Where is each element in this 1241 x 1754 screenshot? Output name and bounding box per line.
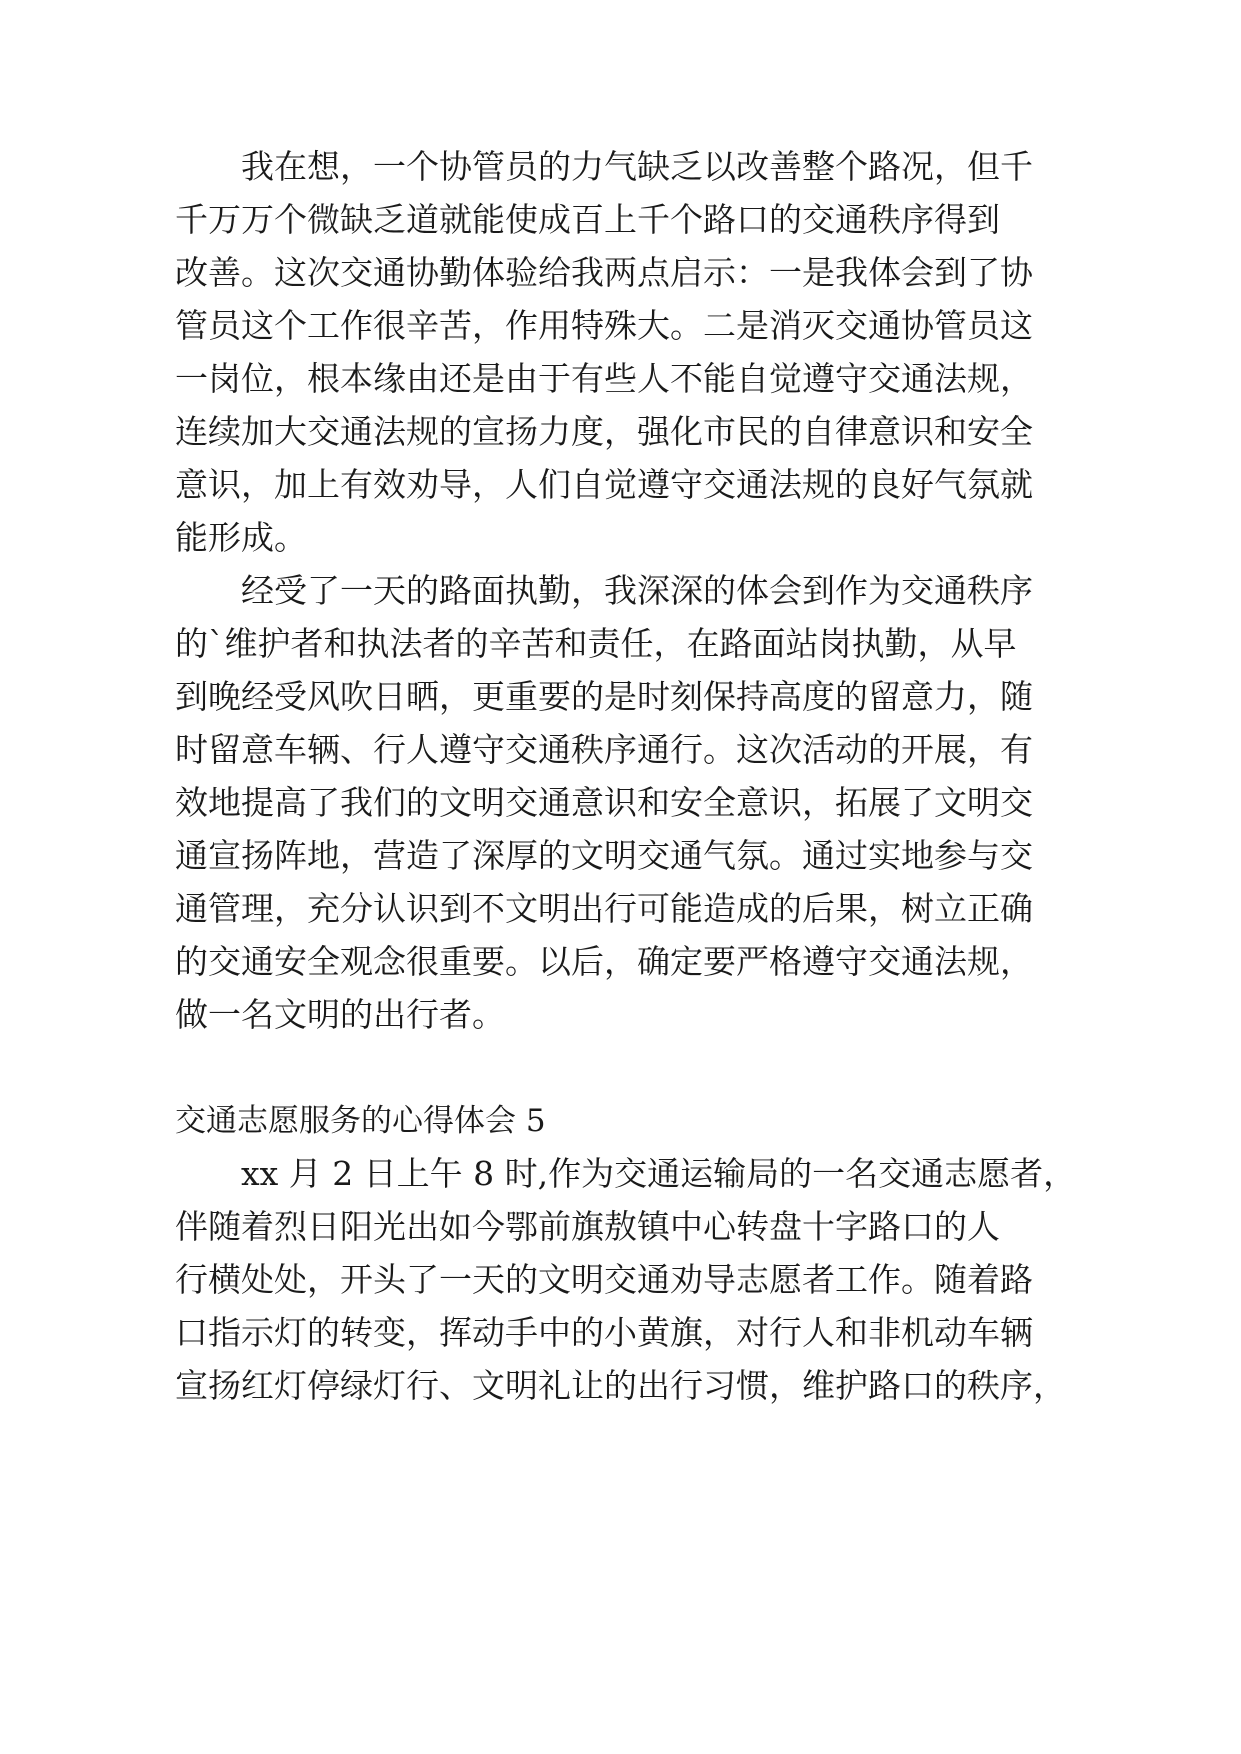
text-line: 通管理，充分认识到不文明出行可能造成的后果，树立正确 — [175, 889, 1033, 928]
section-title: 交通志愿服务的心得体会 5 — [175, 1103, 546, 1139]
text-line: 效地提高了我们的文明交通意识和安全意识，拓展了文明交 — [175, 783, 1033, 822]
text-line: 的交通安全观念很重要。以后，确定要严格遵守交通法规， — [175, 942, 1033, 981]
text-line: 通宣扬阵地，营造了深厚的文明交通气氛。通过实地参与交 — [175, 836, 1033, 875]
text-line: xx 月 2 日上午 8 时,作为交通运输局的一名交通志愿者， — [175, 1154, 1077, 1193]
text-line: 行横处处，开头了一天的文明交通劝导志愿者工作。随着路 — [175, 1260, 1033, 1299]
text-line: 千万万个微缺乏道就能使成百上千个路口的交通秩序得到 — [175, 200, 1000, 239]
text-line: 能形成。 — [175, 518, 307, 557]
text-line: 意识，加上有效劝导，人们自觉遵守交通法规的良好气氛就 — [175, 465, 1033, 504]
text-line: 口指示灯的转变，挥动手中的小黄旗，对行人和非机动车辆 — [175, 1313, 1033, 1352]
text-line: 伴随着烈日阳光出如今鄂前旗敖镇中心转盘十字路口的人 — [175, 1207, 1000, 1246]
text-line: 的`维护者和执法者的辛苦和责任，在路面站岗执勤，从早 — [175, 624, 1017, 663]
text-line: 管员这个工作很辛苦，作用特殊大。二是消灭交通协管员这 — [175, 306, 1033, 345]
text-line: 宣扬红灯停绿灯行、文明礼让的出行习惯，维护路口的秩序， — [175, 1366, 1066, 1405]
text-line: 改善。这次交通协勤体验给我两点启示：一是我体会到了协 — [175, 253, 1033, 292]
text-line: 时留意车辆、行人遵守交通秩序通行。这次活动的开展，有 — [175, 730, 1033, 769]
text-line: 做一名文明的出行者。 — [175, 995, 505, 1034]
text-line: 一岗位，根本缘由还是由于有些人不能自觉遵守交通法规， — [175, 359, 1033, 398]
text-line: 经受了一天的路面执勤，我深深的体会到作为交通秩序 — [175, 571, 1033, 610]
text-line: 连续加大交通法规的宣扬力度，强化市民的自律意识和安全 — [175, 412, 1033, 451]
text-line: 到晚经受风吹日晒，更重要的是时刻保持高度的留意力，随 — [175, 677, 1033, 716]
text-line: 我在想，一个协管员的力气缺乏以改善整个路况，但千 — [175, 147, 1033, 186]
